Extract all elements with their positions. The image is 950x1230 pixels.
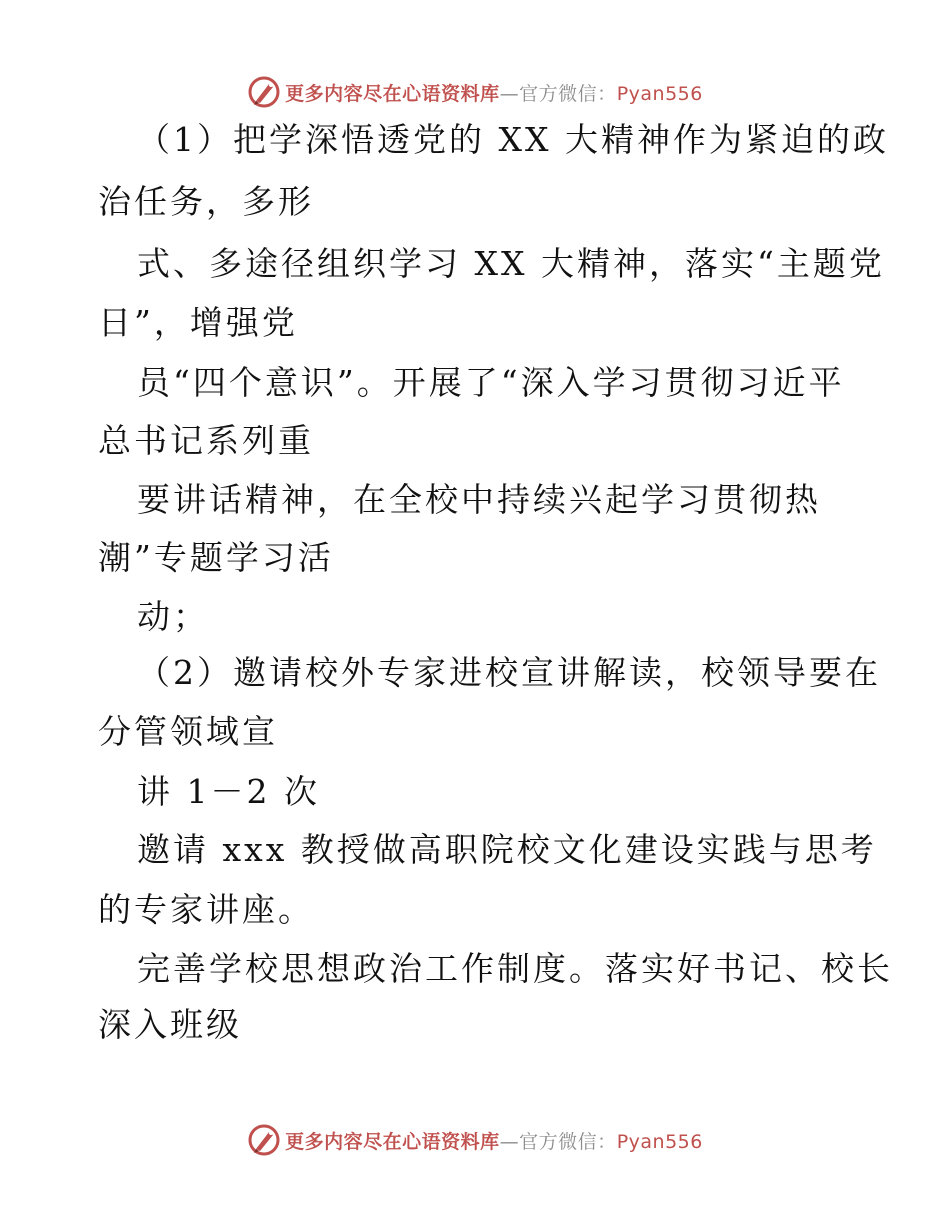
text-line: 潮”专题学习活 [98, 538, 334, 577]
watermark-account: Pyan556 [616, 1130, 703, 1153]
watermark-header [0, 72, 950, 112]
watermark-text [285, 1127, 703, 1154]
watermark-label: 官方微信： [519, 82, 617, 105]
text-line: 要讲话精神，在全校中持续兴起学习贯彻热 [137, 480, 821, 519]
watermark-main-text: 更多内容尽在心语资料库 [285, 82, 500, 105]
watermark-label: 官方微信： [519, 1130, 617, 1153]
watermark-account: Pyan556 [616, 82, 703, 105]
text-line: 邀请 xxx 教授做高职院校文化建设实践与思考 [137, 830, 877, 869]
watermark-main-text: 更多内容尽在心语资料库 [285, 1130, 500, 1153]
text-line: 深入班级 [98, 1005, 242, 1044]
text-line: 讲 1－2 次 [137, 772, 320, 811]
text-line: 分管领域宣 [98, 712, 278, 751]
pen-logo-icon [247, 75, 281, 109]
text-line: 日”，增强党 [98, 303, 298, 342]
text-line: 治任务，多形 [98, 182, 314, 221]
watermark-text [285, 79, 703, 106]
text-line: 式、多途径组织学习 XX 大精神，落实“主题党 [137, 244, 885, 283]
text-line: 完善学校思想政治工作制度。落实好书记、校长 [137, 949, 893, 988]
watermark-separator: — [499, 1130, 520, 1153]
text-line: （1）把学深悟透党的 XX 大精神作为紧迫的政 [137, 120, 889, 159]
text-line: 员“四个意识”。开展了“深入学习贯彻习近平 [137, 363, 845, 402]
text-line: 的专家讲座。 [98, 890, 314, 929]
text-line: 总书记系列重 [98, 421, 314, 460]
text-line: 动； [137, 597, 209, 636]
watermark-footer [0, 1120, 950, 1160]
pen-logo-icon [247, 1123, 281, 1157]
text-line: （2）邀请校外专家进校宣讲解读，校领导要在 [137, 653, 881, 692]
watermark-separator: — [499, 82, 520, 105]
